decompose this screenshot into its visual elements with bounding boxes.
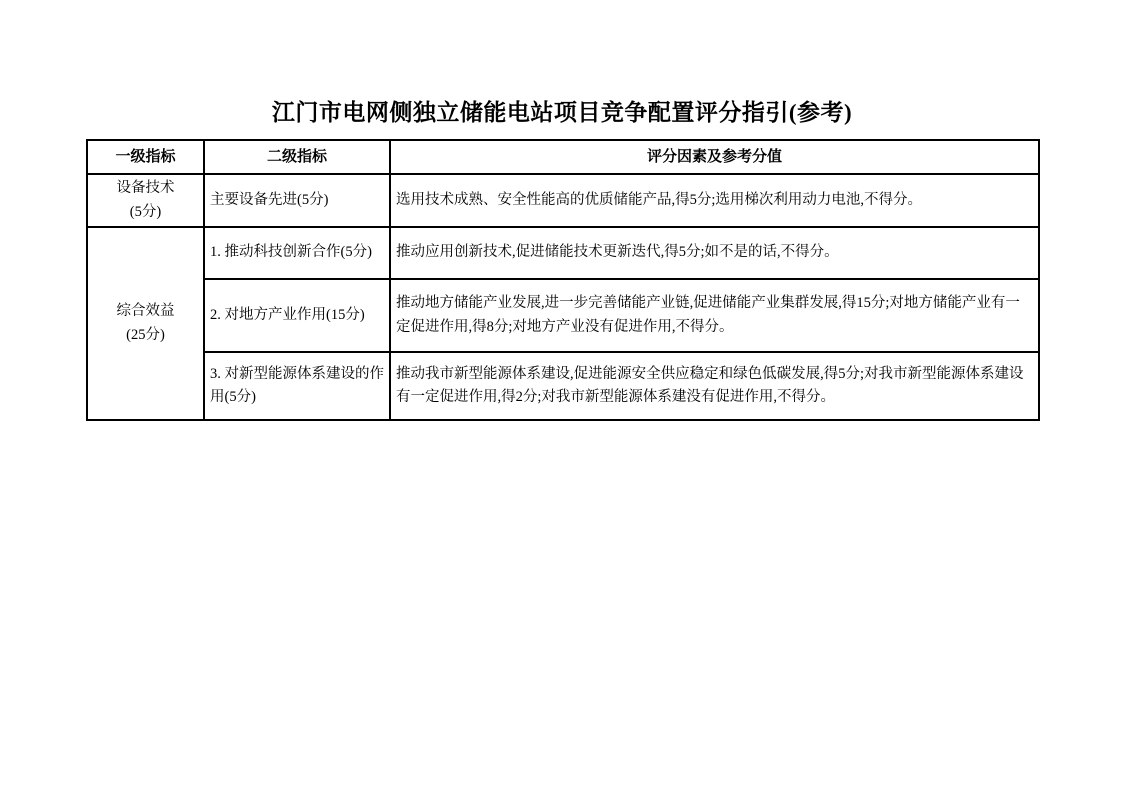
factor-cell-new-energy-system: 推动我市新型能源体系建设,促进能源安全供应稳定和绿色低碳发展,得5分;对我市新型能源体系建设有一定促进作用,得2分;对我市新型能源体系建没有促进作用,不得分。 xyxy=(390,352,1039,420)
level2-cell-main-equipment: 主要设备先进(5分) xyxy=(204,174,390,227)
page-title: 江门市电网侧独立储能电站项目竞争配置评分指引(参考) xyxy=(271,100,853,125)
table-row-new-energy-system xyxy=(87,352,1039,420)
level1-indicator-score: (5分) xyxy=(129,203,162,220)
factor-cell-tech-innovation: 推动应用创新技术,促进储能技术更新迭代,得5分;如不是的话,不得分。 xyxy=(390,227,1039,279)
factor-cell-main-equipment: 选用技术成熟、安全性能高的优质储能产品,得5分;选用梯次利用动力电池,不得分。 xyxy=(390,174,1039,227)
level1-cell-equipment xyxy=(87,174,204,227)
table-row-local-industry xyxy=(87,279,1039,352)
column-header-level2-indicator: 二级指标 xyxy=(204,140,390,174)
level2-cell-tech-innovation: 1. 推动科技创新合作(5分) xyxy=(204,227,390,279)
level1-indicator-name: 设备技术 xyxy=(116,180,175,197)
level2-cell-new-energy-system: 3. 对新型能源体系建设的作用(5分) xyxy=(204,352,390,420)
column-header-scoring-factors: 评分因素及参考分值 xyxy=(390,140,1039,174)
level1-cell-comprehensive-benefit xyxy=(87,227,204,420)
column-header-level1-indicator: 一级指标 xyxy=(87,140,204,174)
table-header-row xyxy=(87,140,1039,174)
level1-indicator-name: 综合效益 xyxy=(116,303,175,320)
factor-cell-local-industry: 推动地方储能产业发展,进一步完善储能产业链,促进储能产业集群发展,得15分;对地方储能产业有一定促进作用,得8分;对地方产业没有促进作用,不得分。 xyxy=(390,279,1039,352)
scoring-table xyxy=(86,139,1040,421)
level2-cell-local-industry: 2. 对地方产业作用(15分) xyxy=(204,279,390,352)
table-row-equipment xyxy=(87,174,1039,227)
level1-indicator-score: (25分) xyxy=(126,326,165,343)
table-row-tech-innovation xyxy=(87,227,1039,279)
